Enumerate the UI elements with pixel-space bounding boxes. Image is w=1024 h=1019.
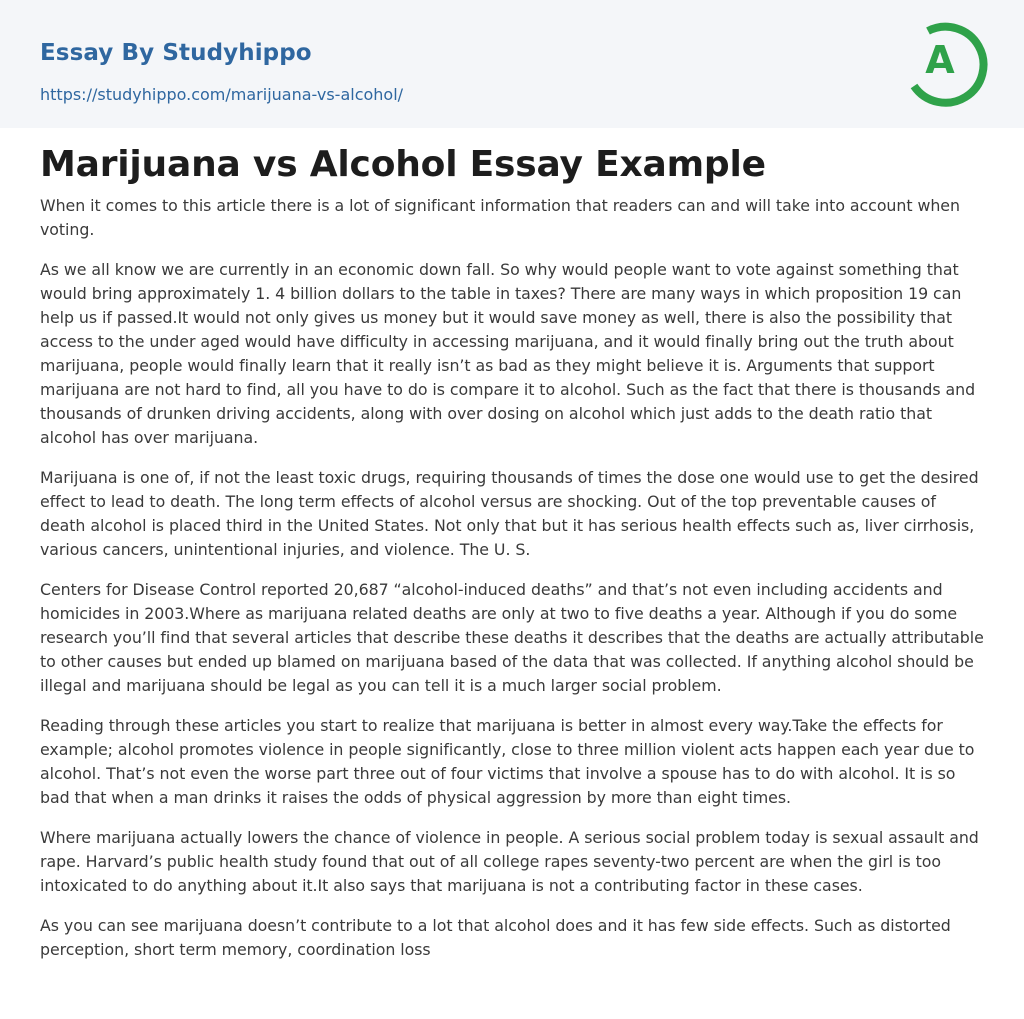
essay-paragraph: Centers for Disease Control reported 20,687 “alcohol-induced deaths” and that’s not even including accidents and homicides in 2003.Where as marijuana related deaths are only at two to five deaths a year. Although if you do some research you’ll find that several articles that describe these deaths it describes that the deaths are actually attributable to other causes but ended up blamed on marijuana based of the data that was collected. If anything alcohol should be illegal and marijuana should be legal as you can tell it is a much larger social problem. (40, 580, 984, 695)
essay-paragraph: As we all know we are currently in an economic down fall. So why would people want to vote against something that would bring approximately 1. 4 billion dollars to the table in taxes? There are many ways in which proposition 19 can help us if passed.It would not only gives us money but it would save money as well, there is also the possibility that access to the under aged would have difficulty in accessing marijuana, and it would finally bring out the truth about marijuana, people would finally learn that it really isn’t as bad as they might believe it is. Arguments that support marijuana are not hard to find, all you have to do is compare it to alcohol. Such as the fact that there is thousands and thousands of drunken driving accidents, along with over dosing on alcohol which just adds to the death ratio that alcohol has over marijuana. (40, 260, 976, 447)
source-url-link[interactable]: https://studyhippo.com/marijuana-vs-alcohol/ (40, 85, 404, 104)
brand-name[interactable]: Essay By Studyhippo (40, 40, 312, 66)
logo-letter: A (925, 38, 955, 82)
page-title: Marijuana vs Alcohol Essay Example (40, 144, 766, 185)
essay-paragraph: Where marijuana actually lowers the chance of violence in people. A serious social problem today is sexual assault and rape. Harvard’s public health study found that out of all college rapes seventy-two percent are when the girl is too intoxicated to do anything about it.It also says that marijuana is not a contributing factor in these cases. (40, 828, 979, 895)
essay-paragraph: Marijuana is one of, if not the least toxic drugs, requiring thousands of times the dose one would use to get the desired effect to lead to death. The long term effects of alcohol versus are shocking. Out of the top preventable causes of death alcohol is placed third in the United States. Not only that but it has serious health effects such as, liver cirrhosis, various cancers, unintentional injuries, and violence. The U. S. (40, 468, 979, 559)
essay-paragraph: When it comes to this article there is a lot of significant information that readers can and will take into account when voting. (40, 196, 960, 239)
essay-paragraph: Reading through these articles you start to realize that marijuana is better in almost every way.Take the effects for example; alcohol promotes violence in people significantly, close to three million violent acts happen each year due to alcohol. That’s not even the worse part three out of four victims that involve a spouse has to do with alcohol. It is so bad that when a man drinks it raises the odds of physical aggression by more than eight times. (40, 716, 975, 807)
studyhippo-logo[interactable] (898, 18, 988, 108)
essay-body (40, 194, 986, 978)
essay-paragraph: As you can see marijuana doesn’t contribute to a lot that alcohol does and it has few side effects. Such as distorted perception, short term memory, coordination loss (40, 916, 951, 959)
site-header (0, 0, 1024, 128)
